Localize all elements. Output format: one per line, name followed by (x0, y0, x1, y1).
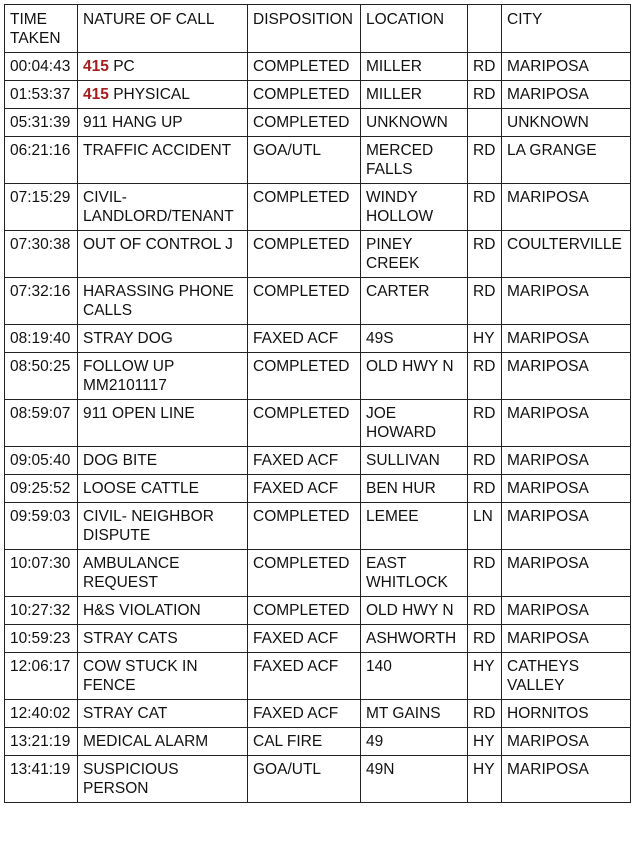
cell-nature-of-call (78, 109, 248, 137)
cell-city-line: VALLEY (507, 677, 565, 694)
cell-city-line: CATHEYS (507, 658, 580, 675)
cell-street-suffix: RD (468, 400, 502, 447)
cell-city-line: MARIPOSA (507, 555, 589, 572)
cell-nature-of-call (78, 184, 248, 231)
cell-time-taken: 10:07:30 (5, 550, 78, 597)
cell-disposition: GOA/UTL (248, 756, 361, 803)
nature-line: PHYSICAL (113, 86, 190, 103)
cell-disposition: COMPLETED (248, 550, 361, 597)
nature-line: LANDLORD/TENANT (83, 208, 234, 225)
cell-city (502, 400, 631, 447)
cell-nature-of-call (78, 700, 248, 728)
table-row (5, 325, 631, 353)
cell-location-line: 49S (366, 330, 394, 347)
cell-time-taken: 10:27:32 (5, 597, 78, 625)
nature-line: DOG BITE (83, 452, 158, 469)
cell-city (502, 353, 631, 400)
cell-location-line: CREEK (366, 255, 420, 272)
cell-location (361, 137, 468, 184)
cell-nature-of-call (78, 503, 248, 550)
cell-city (502, 756, 631, 803)
cell-city (502, 625, 631, 653)
cell-disposition: CAL FIRE (248, 728, 361, 756)
nature-line: H&S VIOLATION (83, 602, 201, 619)
table-row (5, 550, 631, 597)
cell-location-line: MILLER (366, 86, 422, 103)
cell-nature-of-call (78, 550, 248, 597)
cell-city (502, 700, 631, 728)
nature-line: AMBULANCE (83, 555, 180, 572)
cell-disposition: FAXED ACF (248, 625, 361, 653)
table-row (5, 625, 631, 653)
cell-location (361, 728, 468, 756)
nature-line: HARASSING PHONE (83, 283, 234, 300)
table-header (5, 5, 631, 53)
cell-city-line: MARIPOSA (507, 58, 589, 75)
cell-street-suffix: LN (468, 503, 502, 550)
cell-disposition: COMPLETED (248, 231, 361, 278)
cell-city-line: MARIPOSA (507, 405, 589, 422)
cell-city-line: LA GRANGE (507, 142, 597, 159)
cell-time-taken: 07:32:16 (5, 278, 78, 325)
cell-location-line: JOE (366, 405, 397, 422)
cell-location (361, 700, 468, 728)
cell-street-suffix: RD (468, 231, 502, 278)
cell-time-taken: 13:41:19 (5, 756, 78, 803)
cell-street-suffix: RD (468, 625, 502, 653)
cell-time-taken: 09:25:52 (5, 475, 78, 503)
cell-nature-of-call (78, 447, 248, 475)
call-log-table (4, 4, 631, 803)
cell-street-suffix: RD (468, 353, 502, 400)
header-disposition: DISPOSITION (248, 5, 361, 53)
table-body (5, 53, 631, 803)
cell-nature-of-call (78, 728, 248, 756)
cell-location-line: ASHWORTH (366, 630, 457, 647)
cell-city (502, 597, 631, 625)
cell-location-line: SULLIVAN (366, 452, 440, 469)
cell-time-taken: 12:06:17 (5, 653, 78, 700)
cell-location-line: 49 (366, 733, 384, 750)
cell-disposition: GOA/UTL (248, 137, 361, 184)
cell-location-line: FALLS (366, 161, 413, 178)
cell-time-taken: 06:21:16 (5, 137, 78, 184)
cell-nature-of-call (78, 137, 248, 184)
cell-nature-of-call (78, 597, 248, 625)
table-row (5, 137, 631, 184)
cell-time-taken: 09:59:03 (5, 503, 78, 550)
call-code-highlight: 415 (83, 58, 109, 75)
cell-location (361, 475, 468, 503)
cell-location-line: 49N (366, 761, 395, 778)
cell-location-line: EAST (366, 555, 407, 572)
cell-street-suffix: RD (468, 475, 502, 503)
cell-city (502, 53, 631, 81)
table-row (5, 184, 631, 231)
cell-disposition: FAXED ACF (248, 447, 361, 475)
cell-nature-of-call (78, 278, 248, 325)
cell-location (361, 653, 468, 700)
cell-location-line: HOLLOW (366, 208, 434, 225)
header-time-taken (5, 5, 78, 53)
cell-city-line: MARIPOSA (507, 508, 589, 525)
cell-time-taken: 08:50:25 (5, 353, 78, 400)
cell-location (361, 447, 468, 475)
nature-line: FOLLOW UP (83, 358, 175, 375)
cell-location (361, 53, 468, 81)
nature-line: OUT OF CONTROL J (83, 236, 233, 253)
cell-city-line: MARIPOSA (507, 189, 589, 206)
cell-city-line: MARIPOSA (507, 480, 589, 497)
cell-disposition: FAXED ACF (248, 653, 361, 700)
cell-location (361, 81, 468, 109)
cell-street-suffix: HY (468, 653, 502, 700)
nature-line: COW STUCK IN (83, 658, 198, 675)
header-suffix (468, 5, 502, 53)
cell-city-line: MARIPOSA (507, 86, 589, 103)
cell-city (502, 728, 631, 756)
cell-nature-of-call (78, 53, 248, 81)
cell-nature-of-call (78, 353, 248, 400)
cell-location (361, 353, 468, 400)
table-row (5, 231, 631, 278)
cell-nature-of-call (78, 325, 248, 353)
table-row (5, 53, 631, 81)
table-row (5, 653, 631, 700)
cell-time-taken: 13:21:19 (5, 728, 78, 756)
cell-location-line: UNKNOWN (366, 114, 448, 131)
cell-disposition: COMPLETED (248, 353, 361, 400)
table-row (5, 109, 631, 137)
cell-location (361, 278, 468, 325)
cell-city-line: MARIPOSA (507, 761, 589, 778)
cell-time-taken: 07:30:38 (5, 231, 78, 278)
table-row (5, 475, 631, 503)
cell-city (502, 137, 631, 184)
nature-line: FENCE (83, 677, 136, 694)
cell-city (502, 325, 631, 353)
cell-nature-of-call (78, 400, 248, 447)
table-row (5, 503, 631, 550)
cell-city (502, 503, 631, 550)
cell-street-suffix: RD (468, 81, 502, 109)
cell-city (502, 184, 631, 231)
cell-location-line: HOWARD (366, 424, 437, 441)
cell-disposition: FAXED ACF (248, 700, 361, 728)
cell-street-suffix: HY (468, 756, 502, 803)
cell-location-line: MT GAINS (366, 705, 441, 722)
cell-location-line: WINDY (366, 189, 418, 206)
cell-street-suffix: RD (468, 700, 502, 728)
cell-location (361, 503, 468, 550)
cell-city (502, 231, 631, 278)
cell-time-taken: 08:59:07 (5, 400, 78, 447)
cell-city (502, 81, 631, 109)
cell-street-suffix: HY (468, 325, 502, 353)
table-row (5, 81, 631, 109)
cell-city-line: MARIPOSA (507, 602, 589, 619)
cell-time-taken: 07:15:29 (5, 184, 78, 231)
cell-street-suffix: RD (468, 53, 502, 81)
nature-line: PERSON (83, 780, 149, 797)
cell-location (361, 756, 468, 803)
cell-location-line: MILLER (366, 58, 422, 75)
cell-location (361, 231, 468, 278)
cell-city-line: MARIPOSA (507, 330, 589, 347)
table-row (5, 353, 631, 400)
header-location: LOCATION (361, 5, 468, 53)
cell-location-line: 140 (366, 658, 392, 675)
cell-city (502, 447, 631, 475)
cell-nature-of-call (78, 653, 248, 700)
cell-city-line: MARIPOSA (507, 283, 589, 300)
cell-street-suffix: RD (468, 550, 502, 597)
cell-street-suffix: RD (468, 137, 502, 184)
table-row (5, 278, 631, 325)
nature-line: DISPUTE (83, 527, 151, 544)
nature-line: CALLS (83, 302, 133, 319)
header-city: CITY (502, 5, 631, 53)
cell-city-line: MARIPOSA (507, 630, 589, 647)
cell-location-line: CARTER (366, 283, 430, 300)
table-row (5, 756, 631, 803)
header-row (5, 5, 631, 53)
cell-location-line: LEMEE (366, 508, 419, 525)
table-row (5, 700, 631, 728)
nature-line: TRAFFIC ACCIDENT (83, 142, 232, 159)
cell-city-line: MARIPOSA (507, 358, 589, 375)
call-code-highlight: 415 (83, 86, 109, 103)
header-nature-of-call: NATURE OF CALL (78, 5, 248, 53)
header-time-line-1: TIME (10, 11, 48, 28)
cell-time-taken: 09:05:40 (5, 447, 78, 475)
cell-location-line: OLD HWY N (366, 358, 454, 375)
cell-disposition: COMPLETED (248, 53, 361, 81)
cell-time-taken: 08:19:40 (5, 325, 78, 353)
cell-city-line: MARIPOSA (507, 452, 589, 469)
table-row (5, 728, 631, 756)
cell-city-line: COULTERVILLE (507, 236, 622, 253)
cell-location (361, 400, 468, 447)
nature-line: LOOSE CATTLE (83, 480, 199, 497)
cell-city (502, 653, 631, 700)
cell-nature-of-call (78, 81, 248, 109)
nature-line: MEDICAL ALARM (83, 733, 209, 750)
cell-city (502, 475, 631, 503)
cell-street-suffix: RD (468, 447, 502, 475)
cell-time-taken: 12:40:02 (5, 700, 78, 728)
cell-city (502, 278, 631, 325)
cell-disposition: COMPLETED (248, 597, 361, 625)
cell-street-suffix: HY (468, 728, 502, 756)
nature-line: CIVIL- NEIGHBOR (83, 508, 214, 525)
table-row (5, 400, 631, 447)
cell-location (361, 625, 468, 653)
cell-street-suffix: RD (468, 597, 502, 625)
cell-nature-of-call (78, 756, 248, 803)
nature-line: CIVIL- (83, 189, 127, 206)
cell-city-line: UNKNOWN (507, 114, 589, 131)
cell-location-line: BEN HUR (366, 480, 436, 497)
cell-nature-of-call (78, 625, 248, 653)
cell-location-line: OLD HWY N (366, 602, 454, 619)
nature-line: STRAY CATS (83, 630, 178, 647)
cell-city (502, 109, 631, 137)
cell-location (361, 325, 468, 353)
cell-time-taken: 00:04:43 (5, 53, 78, 81)
cell-disposition: COMPLETED (248, 81, 361, 109)
nature-line: MM2101117 (83, 377, 167, 394)
cell-location (361, 597, 468, 625)
cell-location (361, 550, 468, 597)
cell-street-suffix (468, 109, 502, 137)
cell-location-line: WHITLOCK (366, 574, 448, 591)
nature-line: SUSPICIOUS (83, 761, 179, 778)
cell-disposition: COMPLETED (248, 109, 361, 137)
cell-disposition: COMPLETED (248, 503, 361, 550)
nature-line: STRAY DOG (83, 330, 173, 347)
cell-time-taken: 01:53:37 (5, 81, 78, 109)
nature-line: 911 HANG UP (83, 114, 183, 131)
table-row (5, 597, 631, 625)
cell-disposition: COMPLETED (248, 184, 361, 231)
table-row (5, 447, 631, 475)
nature-line: PC (113, 58, 135, 75)
cell-city-line: MARIPOSA (507, 733, 589, 750)
cell-location (361, 109, 468, 137)
cell-street-suffix: RD (468, 184, 502, 231)
nature-line: STRAY CAT (83, 705, 168, 722)
cell-time-taken: 05:31:39 (5, 109, 78, 137)
cell-nature-of-call (78, 475, 248, 503)
cell-disposition: COMPLETED (248, 400, 361, 447)
header-time-line-2: TAKEN (10, 30, 61, 47)
cell-nature-of-call (78, 231, 248, 278)
cell-location-line: MERCED (366, 142, 434, 159)
cell-disposition: COMPLETED (248, 278, 361, 325)
cell-disposition: FAXED ACF (248, 475, 361, 503)
cell-city (502, 550, 631, 597)
cell-time-taken: 10:59:23 (5, 625, 78, 653)
cell-disposition: FAXED ACF (248, 325, 361, 353)
nature-line: REQUEST (83, 574, 158, 591)
cell-city-line: HORNITOS (507, 705, 589, 722)
nature-line: 911 OPEN LINE (83, 405, 195, 422)
cell-location (361, 184, 468, 231)
cell-location-line: PINEY (366, 236, 413, 253)
cell-street-suffix: RD (468, 278, 502, 325)
